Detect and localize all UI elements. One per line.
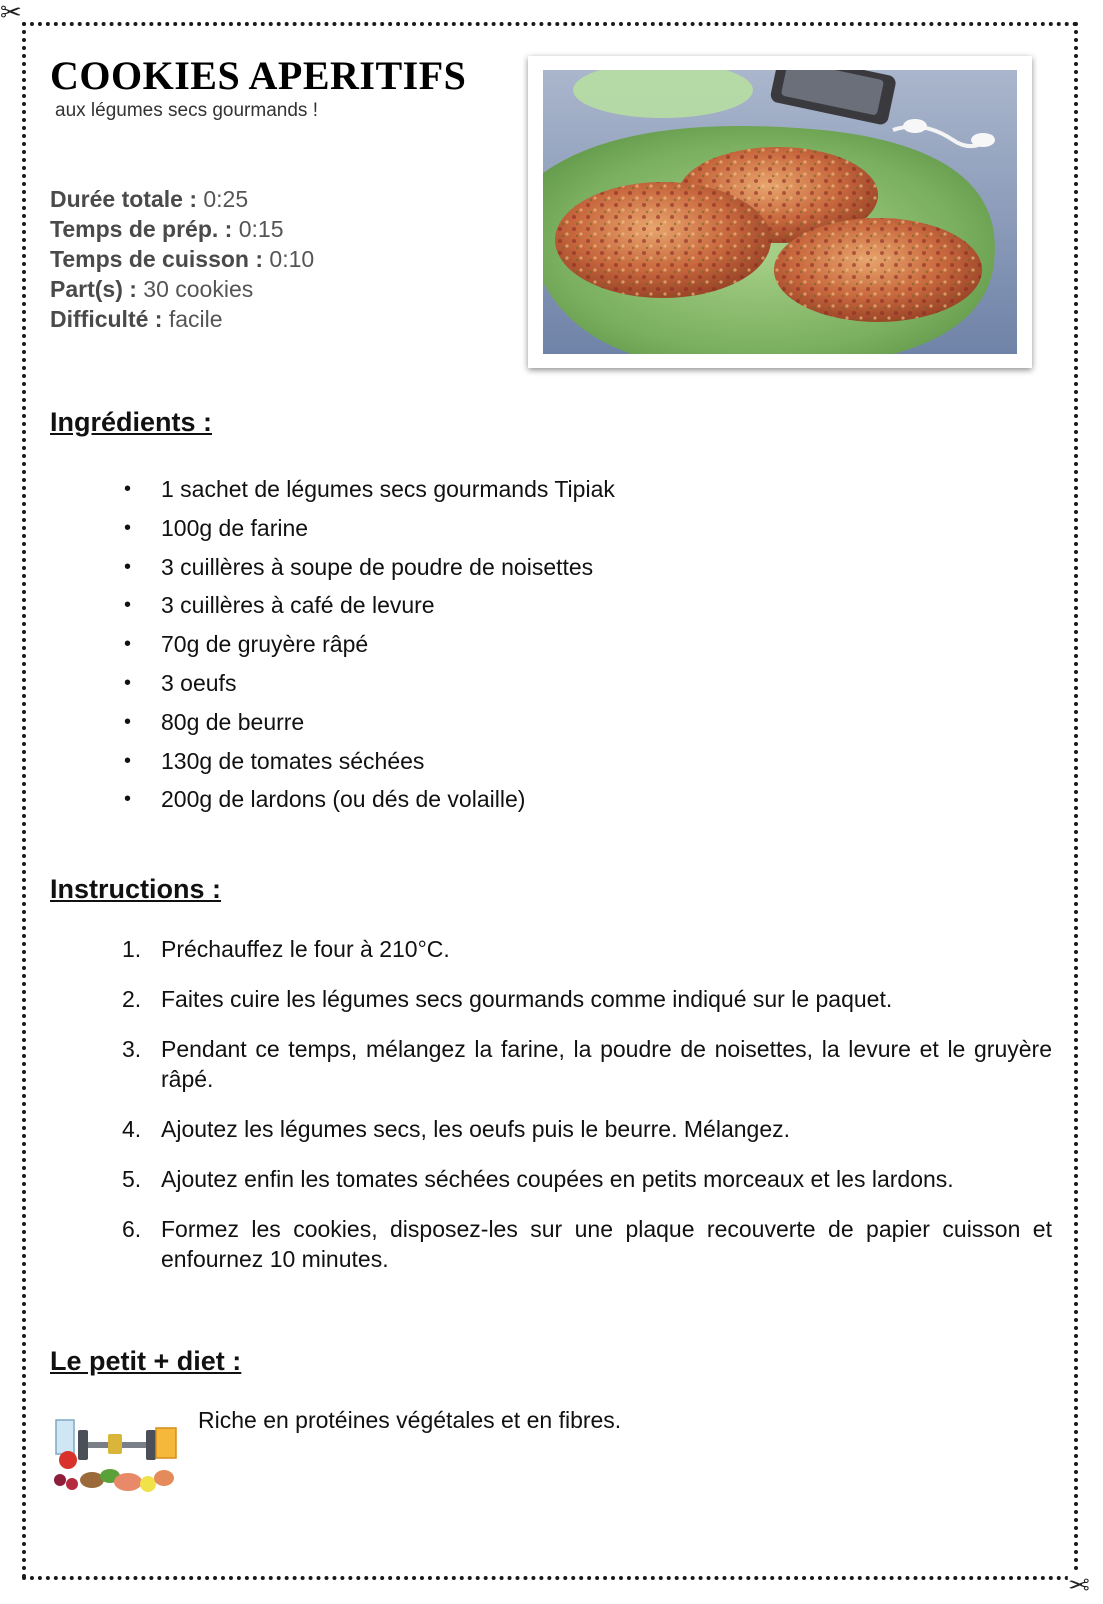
meta-row bbox=[50, 304, 314, 334]
ingredients-list bbox=[118, 470, 615, 819]
bullet-icon: • bbox=[124, 749, 132, 772]
step-text: Préchauffez le four à 210°C. bbox=[161, 936, 450, 962]
ingredient-item bbox=[118, 742, 615, 781]
instruction-step bbox=[120, 1214, 1052, 1274]
ingredient-text: 3 cuillères à soupe de poudre de noisettes bbox=[161, 553, 594, 580]
bullet-icon: • bbox=[124, 478, 132, 500]
step-text: Ajoutez les légumes secs, les oeufs puis le beurre. Mélangez. bbox=[161, 1116, 790, 1142]
ingredient-text: 80g de beurre bbox=[161, 708, 305, 735]
meta-label: Durée totale : bbox=[50, 186, 197, 212]
diet-heading: Le petit + diet : bbox=[50, 1346, 242, 1376]
ingredient-item bbox=[118, 664, 615, 703]
meta-label: Temps de prép. : bbox=[50, 216, 233, 242]
scissors-icon: ✂ bbox=[1068, 1568, 1090, 1598]
step-text: Faites cuire les légumes secs gourmands comme indiqué sur le paquet. bbox=[161, 986, 893, 1012]
ingredient-item bbox=[118, 625, 615, 664]
instructions-heading: Instructions : bbox=[50, 874, 222, 904]
ingredient-item bbox=[118, 470, 615, 509]
meta-value: facile bbox=[168, 306, 223, 332]
step-number: 5. bbox=[122, 1166, 142, 1192]
step-number: 1. bbox=[122, 936, 142, 962]
cookies-photo-icon bbox=[543, 70, 1017, 354]
instruction-step bbox=[120, 984, 1052, 1014]
step-number: 3. bbox=[122, 1036, 142, 1062]
step-number: 4. bbox=[122, 1116, 142, 1142]
meta-row bbox=[50, 214, 314, 244]
meta-label: Temps de cuisson : bbox=[50, 246, 264, 272]
ingredients-heading: Ingrédients : bbox=[50, 407, 213, 437]
recipe-subtitle: aux légumes secs gourmands ! bbox=[55, 100, 318, 121]
step-text: Ajoutez enfin les tomates séchées coupées en petits morceaux et les lardons. bbox=[161, 1166, 954, 1192]
bullet-icon: • bbox=[124, 710, 132, 733]
step-text: Formez les cookies, disposez-les sur une plaque recouverte de papier cuisson et enfournez 10 minutes. bbox=[161, 1216, 1052, 1272]
meta-label: Part(s) : bbox=[50, 276, 137, 302]
instruction-step bbox=[120, 1164, 1052, 1194]
meta-value: 30 cookies bbox=[143, 276, 254, 302]
bullet-icon: • bbox=[124, 788, 132, 811]
meta-value: 0:15 bbox=[238, 216, 284, 242]
meta-row bbox=[50, 244, 314, 274]
ingredient-text: 200g de lardons (ou dés de volaille) bbox=[161, 786, 526, 813]
ingredient-text: 1 sachet de légumes secs gourmands Tipiak bbox=[161, 476, 615, 502]
bullet-icon: • bbox=[124, 594, 132, 617]
meta-value: 0:10 bbox=[269, 246, 315, 272]
recipe-title: COOKIES APERITIFS bbox=[50, 53, 467, 98]
bullet-icon: • bbox=[124, 633, 132, 656]
instructions-list bbox=[120, 934, 1052, 1294]
step-number: 2. bbox=[122, 986, 142, 1012]
ingredient-text: 70g de gruyère râpé bbox=[161, 631, 369, 658]
bullet-icon: • bbox=[124, 671, 132, 694]
step-text: Pendant ce temps, mélangez la farine, la poudre de noisettes, la levure et le gruyère râpé. bbox=[161, 1036, 1052, 1092]
meta-label: Difficulté : bbox=[50, 306, 163, 332]
diet-text: Riche en protéines végétales et en fibres. bbox=[198, 1407, 622, 1433]
bullet-icon: • bbox=[124, 555, 132, 578]
ingredient-text: 3 oeufs bbox=[161, 669, 237, 696]
ingredient-text: 3 cuillères à café de levure bbox=[161, 592, 435, 619]
meta-value: 0:25 bbox=[203, 186, 249, 212]
meta-row bbox=[50, 274, 314, 304]
instruction-step bbox=[120, 1114, 1052, 1144]
step-number: 6. bbox=[122, 1216, 142, 1242]
ingredient-item bbox=[118, 703, 615, 742]
ingredient-item bbox=[118, 548, 615, 587]
instruction-step bbox=[120, 1034, 1052, 1094]
ingredient-item bbox=[118, 780, 615, 819]
ingredient-text: 130g de tomates séchées bbox=[161, 747, 425, 774]
recipe-meta bbox=[50, 184, 314, 334]
ingredient-item bbox=[118, 509, 615, 548]
instruction-step bbox=[120, 934, 1052, 964]
meta-row bbox=[50, 184, 314, 214]
ingredient-text: 100g de farine bbox=[161, 514, 309, 541]
ingredient-item bbox=[118, 586, 615, 625]
healthy-food-icon bbox=[52, 1412, 180, 1496]
recipe-photo-frame bbox=[528, 56, 1032, 368]
bullet-icon: • bbox=[124, 516, 132, 539]
scissors-icon: ✂ bbox=[0, 0, 22, 28]
